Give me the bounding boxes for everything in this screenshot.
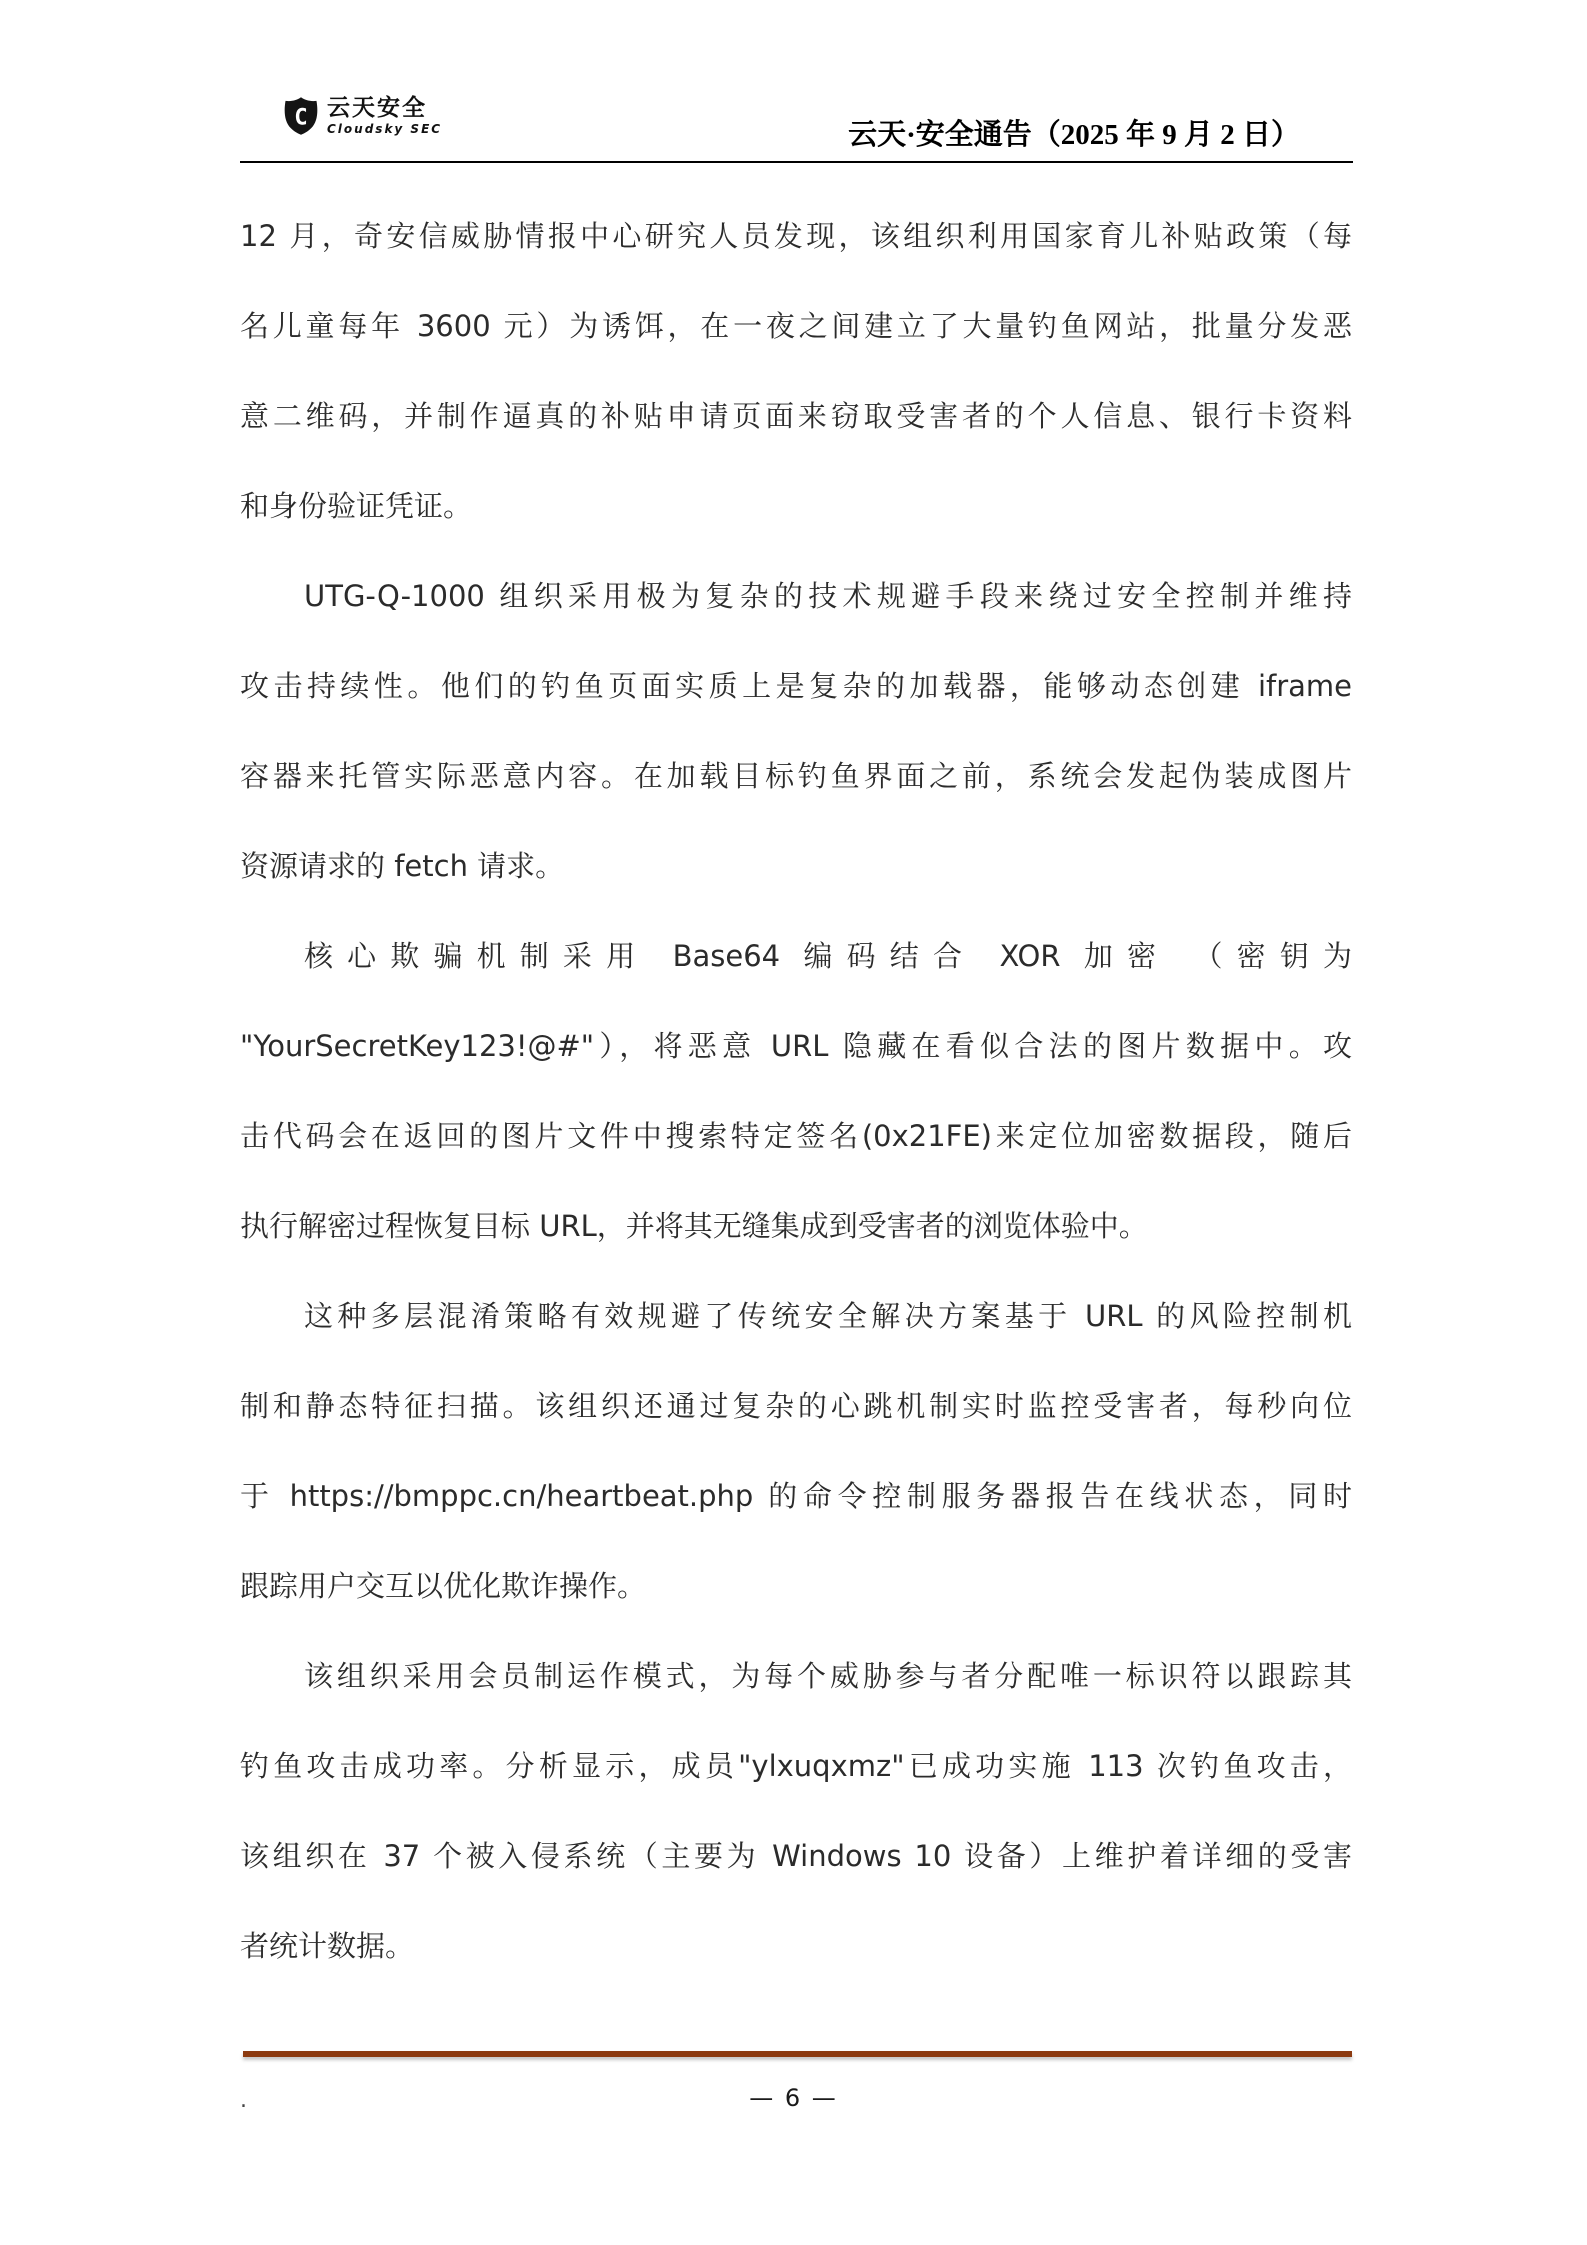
body-line: 资源请求的 fetch 请求。 <box>240 849 565 883</box>
header-rule <box>240 161 1353 163</box>
body-line: "YourSecretKey123!@#"），将恶意 URL 隐藏在看似合法的图片数据中。攻 <box>240 1029 1352 1063</box>
body-line: 12 月，奇安信威胁情报中心研究人员发现，该组织利用国家育儿补贴政策（每 <box>240 219 1352 253</box>
body-line: 名儿童每年 3600 元）为诱饵，在一夜之间建立了大量钓鱼网站，批量分发恶 <box>240 309 1352 343</box>
body-line: 跟踪用户交互以优化欺诈操作。 <box>240 1569 647 1603</box>
body-line: UTG-Q-1000 组织采用极为复杂的技术规避手段来绕过安全控制并维持 <box>304 579 1352 613</box>
svg-text:C: C <box>294 104 308 131</box>
body-line: 容器来托管实际恶意内容。在加载目标钓鱼界面之前，系统会发起伪装成图片 <box>240 759 1352 793</box>
body-line: 意二维码，并制作逼真的补贴申请页面来窃取受害者的个人信息、银行卡资料 <box>240 399 1352 433</box>
body-line: 该组织采用会员制运作模式，为每个威胁参与者分配唯一标识符以跟踪其 <box>304 1659 1352 1693</box>
document-header-title: 云天·安全通告（2025 年 9 月 2 日） <box>848 119 1300 151</box>
body-line: 击代码会在返回的图片文件中搜索特定签名(0x21FE)来定位加密数据段，随后 <box>240 1119 1352 1153</box>
body-line: 者统计数据。 <box>240 1929 415 1963</box>
body-line: 攻击持续性。他们的钓鱼页面实质上是复杂的加载器，能够动态创建 iframe <box>240 669 1352 703</box>
body-line: 核心欺骗机制采用 Base64 编码结合 XOR 加密 （密钥为 <box>304 939 1352 973</box>
logo-name-en: Cloudsky SEC <box>327 122 443 136</box>
footer-rule <box>243 2051 1352 2057</box>
page-number: — 6 — <box>749 2084 838 2112</box>
footer-left-mark: . <box>240 2088 247 2113</box>
logo-name-cn: 云天安全 <box>327 95 427 121</box>
body-text <box>240 191 1352 1991</box>
body-line: 执行解密过程恢复目标 URL，并将其无缝集成到受害者的浏览体验中。 <box>240 1209 1148 1243</box>
body-line: 钓鱼攻击成功率。分析显示，成员"ylxuqxmz"已成功实施 113 次钓鱼攻击， <box>240 1749 1352 1783</box>
body-line: 制和静态特征扫描。该组织还通过复杂的心跳机制实时监控受害者，每秒向位 <box>240 1389 1352 1423</box>
body-line: 这种多层混淆策略有效规避了传统安全解决方案基于 URL 的风险控制机 <box>304 1299 1352 1333</box>
body-line: 于 https://bmppc.cn/heartbeat.php 的命令控制服务器报告在线状态，同时 <box>240 1479 1352 1513</box>
body-line: 和身份验证凭证。 <box>240 489 473 523</box>
body-line: 该组织在 37 个被入侵系统（主要为 Windows 10 设备）上维护着详细的受害 <box>240 1839 1352 1873</box>
